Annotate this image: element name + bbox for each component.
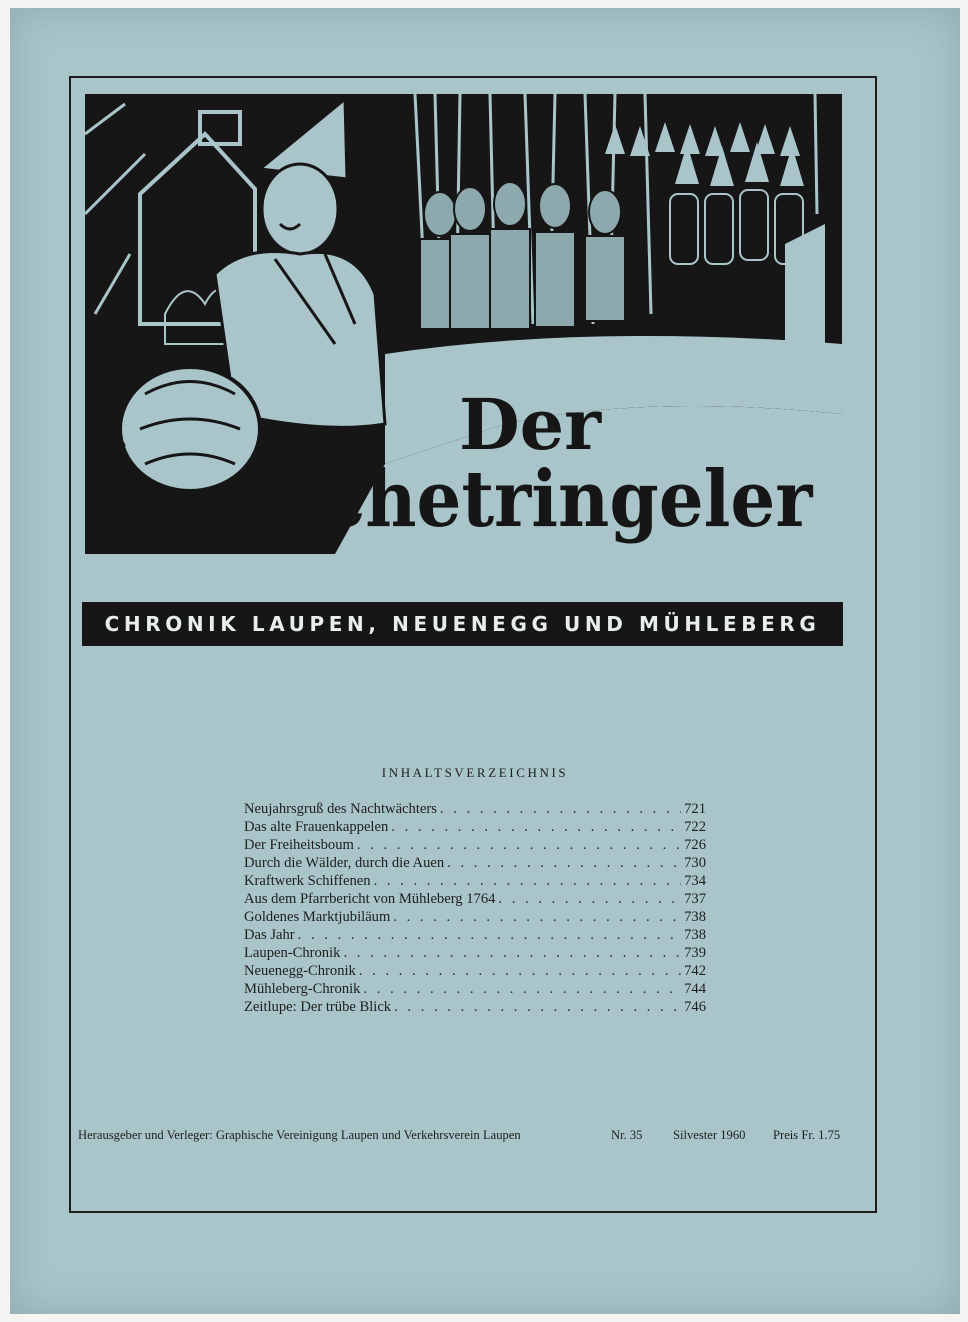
cover-illustration [85, 94, 842, 554]
toc-entry-page: 737 [684, 891, 706, 907]
toc-entry-page: 722 [684, 819, 706, 835]
toc-entry-title: Aus dem Pfarrbericht von Mühleberg 1764 [244, 891, 496, 907]
toc-entry[interactable] [244, 944, 706, 962]
chronicle-banner [82, 602, 843, 646]
toc-leader-dots [357, 836, 681, 854]
toc-entry[interactable] [244, 854, 706, 872]
toc-entry-title: Goldenes Marktjubiläum [244, 909, 391, 925]
toc-entry[interactable] [244, 998, 706, 1016]
toc-heading: INHALTSVERZEICHNIS [381, 765, 569, 780]
wall [785, 224, 825, 384]
toc-leader-dots [298, 926, 681, 944]
toc-entry-title: Neujahrsgruß des Nachtwächters [244, 801, 437, 817]
toc-leader-dots [343, 944, 681, 962]
toc-leader-dots [374, 872, 682, 890]
toc-entry[interactable] [244, 836, 706, 854]
toc-entry-title: Der Freiheitsboum [244, 837, 354, 853]
toc-entry-page: 738 [684, 909, 706, 925]
toc-leader-dots [447, 854, 681, 872]
footer-issue-number: Nr. 35 [611, 1128, 643, 1142]
toc-leader-dots [498, 890, 681, 908]
toc-entry-title: Neuenegg-Chronik [244, 963, 356, 979]
toc-entry[interactable] [244, 926, 706, 944]
toc-entry-title: Zeitlupe: Der trübe Blick [244, 999, 392, 1015]
toc-entry-page: 746 [684, 999, 706, 1015]
toc-entry-page: 721 [684, 801, 706, 817]
toc-entry-page: 744 [684, 981, 706, 997]
toc-leader-dots [391, 818, 681, 836]
toc-leader-dots [394, 998, 681, 1016]
road [385, 336, 842, 464]
toc-leader-dots [363, 980, 681, 998]
toc-leader-dots [440, 800, 681, 818]
toc-entry[interactable] [244, 980, 706, 998]
toc-entry-page: 738 [684, 927, 706, 943]
toc-entry-page: 726 [684, 837, 706, 853]
toc-entry-title: Mühleberg-Chronik [244, 981, 361, 997]
toc-entry-page: 742 [684, 963, 706, 979]
footer-publisher: Herausgeber und Verleger: Graphische Vereinigung Laupen und Verkehrsverein Laupen [78, 1128, 521, 1142]
toc-entry[interactable] [244, 818, 706, 836]
toc-leader-dots [393, 908, 681, 926]
toc-entry-page: 730 [684, 855, 706, 871]
footer-date: Silvester 1960 [673, 1128, 746, 1142]
toc-entry-title: Kraftwerk Schiffenen [244, 873, 371, 889]
toc-entry-title: Laupen-Chronik [244, 945, 341, 961]
banner-text: CHRONIK LAUPEN, NEUENEGG UND MÜHLEBERG [104, 612, 821, 636]
table-of-contents [244, 800, 706, 1016]
toc-entry-page: 739 [684, 945, 706, 961]
toc-leader-dots [359, 962, 681, 980]
toc-entry[interactable] [244, 908, 706, 926]
toc-entry-title: Das Jahr [244, 927, 295, 943]
toc-entry[interactable] [244, 872, 706, 890]
toc-entry-title: Das alte Frauenkappelen [244, 819, 389, 835]
masthead-title: Achetringeler [266, 454, 814, 545]
toc-entry[interactable] [244, 890, 706, 908]
footer-price: Preis Fr. 1.75 [773, 1128, 841, 1142]
toc-entry-page: 734 [684, 873, 706, 889]
toc-entry[interactable] [244, 800, 706, 818]
toc-entry[interactable] [244, 962, 706, 980]
watchman-face [262, 164, 338, 254]
toc-entry-title: Durch die Wälder, durch die Auen [244, 855, 445, 871]
masthead-line1: Der [458, 383, 602, 466]
